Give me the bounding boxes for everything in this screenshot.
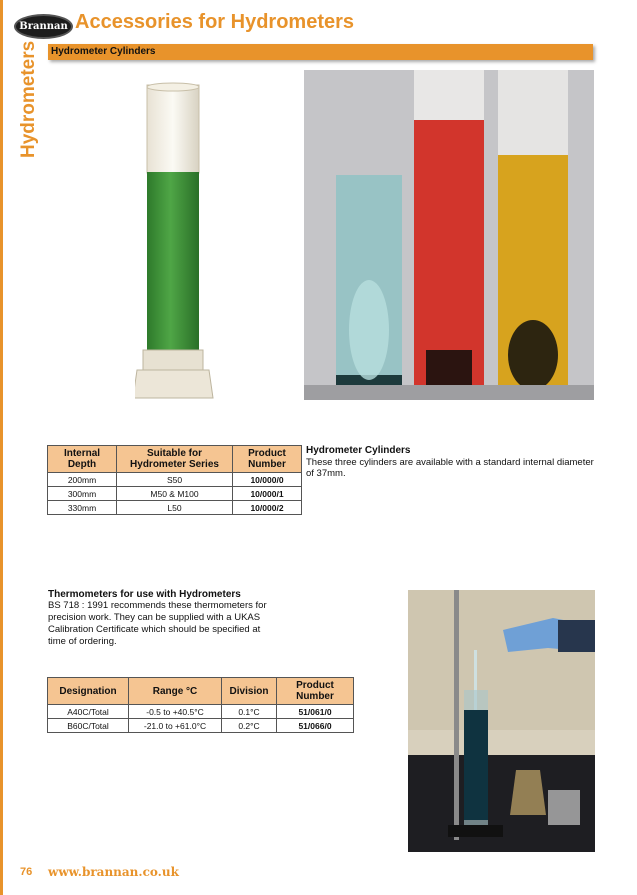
thermometer-in-use-drawing xyxy=(408,590,595,852)
header-designation: Designation xyxy=(48,678,129,705)
thermometers-title: Thermometers for use with Hydrometers xyxy=(48,589,241,600)
thermometer-in-use-photo xyxy=(408,590,595,852)
table-row xyxy=(48,705,354,719)
three-cylinders-drawing xyxy=(304,70,594,400)
cell-series: S50 xyxy=(117,473,233,487)
side-category-label xyxy=(16,40,38,170)
thermometers-text: BS 718 : 1991 recommends these thermometers for precision work. They can be supplied with a UKAS Calibration Certificate which should be specified at time of ordering. xyxy=(48,600,267,647)
header-internal-depth: Internal Depth xyxy=(48,446,117,473)
cell-product: 10/000/2 xyxy=(233,501,302,515)
header-product-number: Product Number xyxy=(277,678,354,705)
three-cylinders-photo xyxy=(304,70,594,400)
cell-depth: 200mm xyxy=(48,473,117,487)
cell-range: -21.0 to +61.0°C xyxy=(129,719,222,733)
brannan-logo: Brannan xyxy=(14,14,73,39)
page-title: Accessories for Hydrometers xyxy=(75,11,355,33)
header-range: Range °C xyxy=(129,678,222,705)
cell-depth: 300mm xyxy=(48,487,117,501)
cell-product: 10/000/0 xyxy=(233,473,302,487)
header-division: Division xyxy=(222,678,277,705)
cell-range: -0.5 to +40.5°C xyxy=(129,705,222,719)
website-link[interactable]: www.brannan.co.uk xyxy=(48,865,179,879)
side-category-text: Hydrometers xyxy=(18,40,39,158)
table-row xyxy=(48,719,354,733)
cylinders-desc-title: Hydrometer Cylinders xyxy=(306,445,411,456)
cell-designation: B60C/Total xyxy=(48,719,129,733)
left-accent-bar xyxy=(0,0,3,895)
single-cylinder-image xyxy=(135,80,215,405)
cell-division: 0.1°C xyxy=(222,705,277,719)
thermometers-table-header-row xyxy=(48,678,354,705)
header-suitable-series: Suitable for Hydrometer Series xyxy=(117,446,233,473)
cell-division: 0.2°C xyxy=(222,719,277,733)
page-number: 76 xyxy=(20,866,33,878)
cell-product: 10/000/1 xyxy=(233,487,302,501)
section-bar: Hydrometer Cylinders xyxy=(48,44,593,60)
cell-depth: 330mm xyxy=(48,501,117,515)
table-row xyxy=(48,473,302,487)
table-row xyxy=(48,487,302,501)
cell-series: L50 xyxy=(117,501,233,515)
thermometers-table xyxy=(47,677,354,733)
cell-product: 51/066/0 xyxy=(277,719,354,733)
cylinders-table-header-row xyxy=(48,446,302,473)
cylinders-table xyxy=(47,445,302,515)
table-row xyxy=(48,501,302,515)
header-product-number: Product Number xyxy=(233,446,302,473)
cell-series: M50 & M100 xyxy=(117,487,233,501)
cell-designation: A40C/Total xyxy=(48,705,129,719)
cylinders-desc-text: These three cylinders are available with a standard internal diameter of 37mm. xyxy=(306,457,594,479)
cell-product: 51/061/0 xyxy=(277,705,354,719)
